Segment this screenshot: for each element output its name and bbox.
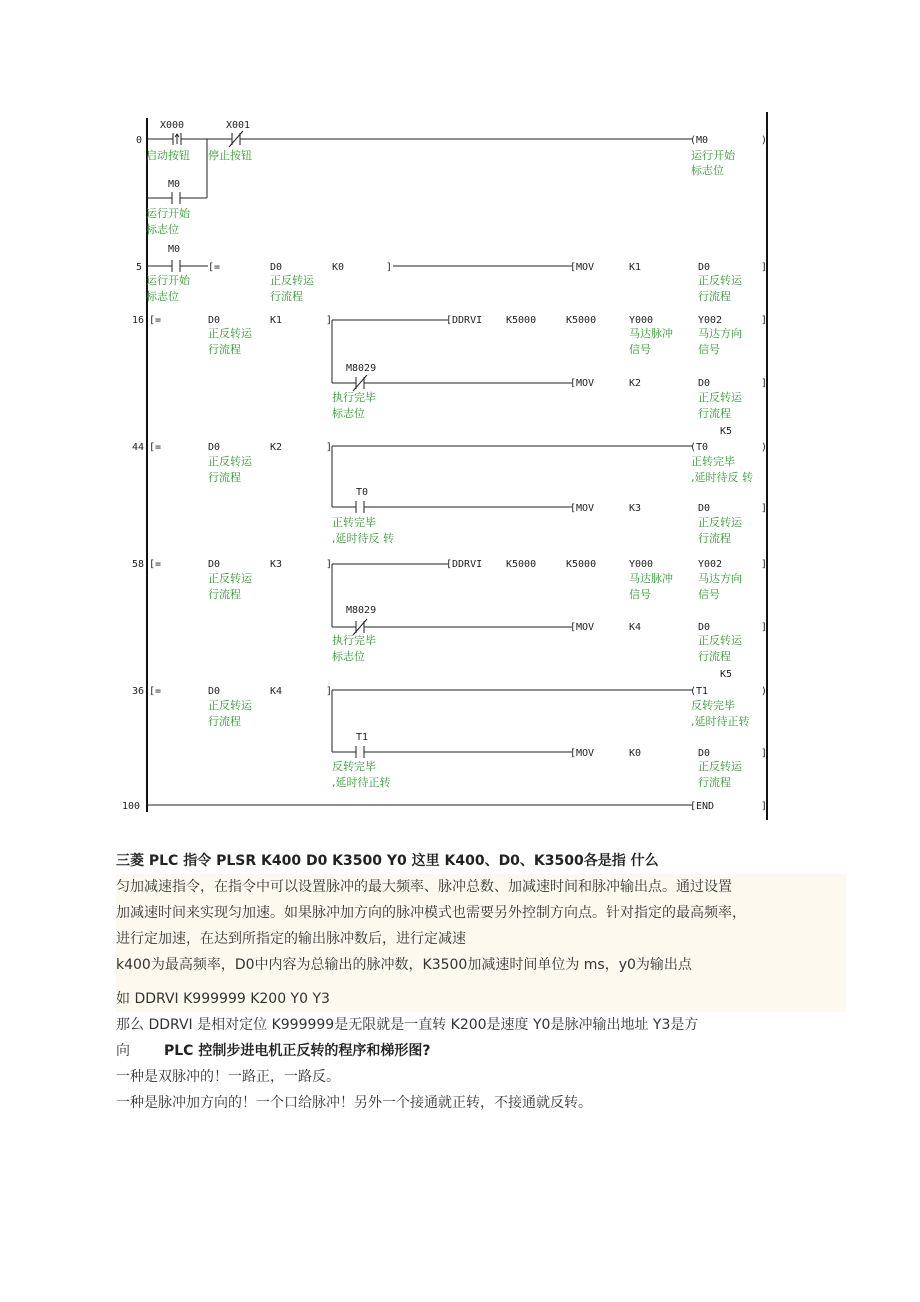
svg-text:标志位: 标志位 [332, 650, 365, 663]
svg-text:正反转运: 正反转运 [698, 516, 742, 529]
rung-58 [132, 559, 767, 663]
svg-text:正反转运: 正反转运 [208, 327, 252, 340]
svg-text:]: ] [326, 315, 333, 326]
svg-text:标志位: 标志位 [691, 164, 724, 177]
svg-text:行流程: 行流程 [208, 715, 241, 728]
svg-text:D0: D0 [698, 748, 711, 759]
svg-text:M8029: M8029 [346, 363, 377, 374]
svg-text:K4: K4 [270, 686, 283, 697]
svg-text:K0: K0 [629, 748, 642, 759]
svg-text:正反转运: 正反转运 [208, 455, 252, 468]
svg-text:K5000: K5000 [566, 559, 597, 570]
svg-text:正转完毕: 正转完毕 [691, 455, 735, 468]
svg-text:行流程: 行流程 [698, 650, 731, 663]
svg-text:[=: [= [149, 559, 162, 570]
svg-text:): ) [761, 686, 768, 697]
question-heading-2: PLC 控制步进电机正反转的程序和梯形图? [164, 1043, 431, 1059]
svg-text:运行开始: 运行开始 [691, 149, 735, 162]
svg-text:]: ] [386, 262, 393, 273]
svg-text:5: 5 [136, 262, 143, 273]
svg-text:Y002: Y002 [698, 315, 723, 326]
answer-line: 一种是脉冲加方向的！一个口给脉冲！另外一个接通就正转，不接通就反转。 [116, 1095, 592, 1111]
question-heading: 三菱 PLC 指令 PLSR K400 D0 K3500 Y0 这里 K400、D0、K3500各是指 什么 [116, 853, 659, 869]
svg-text:反转完毕: 反转完毕 [332, 760, 376, 773]
contact-m0-label: M0 [168, 179, 181, 190]
svg-text:D0: D0 [208, 686, 221, 697]
rung-86 [132, 669, 767, 789]
svg-text:执行完毕: 执行完毕 [332, 391, 376, 404]
svg-text:信号: 信号 [629, 343, 651, 356]
svg-text:44: 44 [132, 442, 145, 453]
svg-text:Y000: Y000 [629, 315, 654, 326]
answer-line: 一种是双脉冲的！一路正，一路反。 [116, 1069, 340, 1085]
answer-line: k400为最高频率，D0中内容为总输出的脉冲数，K3500加减速时间单位为 ms，y0为输出点 [116, 957, 692, 973]
svg-text:D0: D0 [270, 262, 283, 273]
svg-text:正反转运: 正反转运 [270, 274, 314, 287]
svg-text:行流程: 行流程 [698, 776, 731, 789]
svg-text:K1: K1 [629, 262, 642, 273]
example-line: 如 DDRVI K999999 K200 Y0 Y3 [116, 991, 330, 1007]
svg-text:K5000: K5000 [506, 315, 537, 326]
svg-text:正转完毕: 正转完毕 [332, 516, 376, 529]
contact-x001-label: X001 [226, 120, 251, 131]
svg-text:[DDRVI: [DDRVI [446, 559, 483, 570]
svg-text:[MOV: [MOV [570, 262, 595, 273]
svg-text:[=: [= [149, 315, 162, 326]
svg-text:T1: T1 [356, 732, 369, 743]
svg-text:K2: K2 [629, 378, 642, 389]
svg-text:行流程: 行流程 [208, 588, 241, 601]
answer-line: 匀加减速指令，在指令中可以设置脉冲的最大频率、脉冲总数、加减速时间和脉冲输出点。通过设置 [116, 879, 732, 895]
svg-text:[MOV: [MOV [570, 748, 595, 759]
svg-text:,延时待正转: ,延时待正转 [332, 776, 391, 789]
svg-text:(T0: (T0 [690, 442, 709, 453]
svg-text:M0: M0 [168, 244, 181, 255]
explanation-line: 向 PLC 控制步进电机正反转的程序和梯形图? [116, 1043, 431, 1059]
svg-text:]: ] [326, 559, 333, 570]
svg-text:[END: [END [690, 801, 715, 812]
contact-t1-no-icon [356, 746, 364, 758]
svg-text:]: ] [761, 378, 768, 389]
svg-text:D0: D0 [208, 442, 221, 453]
svg-text:[MOV: [MOV [570, 503, 595, 514]
svg-text:,延时待反 转: ,延时待反 转 [691, 471, 753, 484]
comment-stop-button: 停止按钮 [208, 149, 252, 162]
svg-text:): ) [761, 135, 768, 146]
svg-text:T0: T0 [356, 487, 369, 498]
svg-text:K1: K1 [270, 315, 283, 326]
explanation-line: 那么 DDRVI 是相对定位 K999999是无限就是一直转 K200是速度 Y0是脉冲输出地址 Y3是方 [116, 1017, 699, 1033]
svg-text:正反转运: 正反转运 [698, 634, 742, 647]
svg-text:行流程: 行流程 [698, 532, 731, 545]
svg-text:D0: D0 [698, 622, 711, 633]
svg-text:K3: K3 [629, 503, 642, 514]
svg-text:100: 100 [122, 801, 141, 812]
contact-x000-rising-icon [173, 133, 181, 145]
svg-text:运行开始: 运行开始 [146, 207, 190, 220]
contact-x000-label: X000 [160, 120, 185, 131]
svg-text:K3: K3 [270, 559, 283, 570]
svg-text:[=: [= [208, 262, 221, 273]
svg-text:]: ] [761, 801, 768, 812]
svg-text:D0: D0 [698, 262, 711, 273]
svg-text:K5: K5 [720, 669, 733, 680]
svg-text:36: 36 [132, 686, 145, 697]
svg-text:信号: 信号 [629, 588, 651, 601]
svg-text:Y002: Y002 [698, 559, 723, 570]
svg-text:马达方向: 马达方向 [698, 327, 742, 340]
answer-line: 加减速时间来实现匀加速。如果脉冲加方向的脉冲模式也需要另外控制方向点。针对指定的最高频率， [116, 905, 746, 921]
svg-text:]: ] [761, 503, 768, 514]
contact-m0-no-icon [172, 260, 180, 272]
svg-text:标志位: 标志位 [332, 407, 365, 420]
svg-text:]: ] [761, 262, 768, 273]
rung-16 [132, 315, 767, 420]
answer-block [116, 874, 846, 1012]
contact-m0-no-icon [172, 192, 180, 204]
svg-text:]: ] [326, 686, 333, 697]
rung-0 [136, 120, 767, 236]
svg-text:]: ] [761, 748, 768, 759]
svg-text:D0: D0 [698, 503, 711, 514]
svg-text:正反转运: 正反转运 [698, 760, 742, 773]
svg-text:M8029: M8029 [346, 605, 377, 616]
svg-text:,延时待正转: ,延时待正转 [691, 715, 750, 728]
svg-text:58: 58 [132, 559, 145, 570]
svg-text:[MOV: [MOV [570, 622, 595, 633]
svg-text:]: ] [761, 559, 768, 570]
answer-line: 进行定加速，在达到所指定的输出脉冲数后，进行定减速 [116, 931, 466, 947]
svg-text:马达脉冲: 马达脉冲 [629, 572, 673, 585]
svg-text:标志位: 标志位 [146, 223, 179, 236]
svg-text:[=: [= [149, 442, 162, 453]
svg-text:标志位: 标志位 [146, 290, 179, 303]
svg-text:]: ] [761, 622, 768, 633]
svg-text:(T1: (T1 [690, 686, 709, 697]
article-text [116, 848, 846, 1116]
svg-text:行流程: 行流程 [208, 343, 241, 356]
svg-text:): ) [761, 442, 768, 453]
svg-text:正反转运: 正反转运 [698, 274, 742, 287]
svg-text:[=: [= [149, 686, 162, 697]
svg-text:K5: K5 [720, 426, 733, 437]
svg-text:行流程: 行流程 [698, 407, 731, 420]
rung-5 [136, 244, 767, 303]
comment-start-button: 启动按钮 [146, 149, 190, 162]
svg-text:D0: D0 [208, 315, 221, 326]
coil-m0: (M0 [690, 135, 709, 146]
svg-text:K5000: K5000 [566, 315, 597, 326]
svg-text:行流程: 行流程 [698, 290, 731, 303]
svg-text:K5000: K5000 [506, 559, 537, 570]
step-number: 0 [136, 135, 143, 146]
svg-text:信号: 信号 [698, 343, 720, 356]
svg-text:行流程: 行流程 [270, 290, 303, 303]
contact-t0-no-icon [356, 501, 364, 513]
rung-44 [132, 426, 767, 545]
svg-text:D0: D0 [698, 378, 711, 389]
svg-text:[DDRVI: [DDRVI [446, 315, 483, 326]
svg-text:马达脉冲: 马达脉冲 [629, 327, 673, 340]
svg-text:运行开始: 运行开始 [146, 274, 190, 287]
svg-text:执行完毕: 执行完毕 [332, 634, 376, 647]
svg-text:正反转运: 正反转运 [208, 572, 252, 585]
svg-text:16: 16 [132, 315, 145, 326]
rung-100-end [122, 801, 767, 812]
svg-text:,延时待反 转: ,延时待反 转 [332, 532, 394, 545]
svg-text:正反转运: 正反转运 [698, 391, 742, 404]
svg-text:]: ] [326, 442, 333, 453]
svg-text:马达方向: 马达方向 [698, 572, 742, 585]
svg-text:K4: K4 [629, 622, 642, 633]
svg-text:Y000: Y000 [629, 559, 654, 570]
svg-text:[MOV: [MOV [570, 378, 595, 389]
svg-text:K2: K2 [270, 442, 283, 453]
svg-text:K0: K0 [332, 262, 345, 273]
svg-text:正反转运: 正反转运 [208, 699, 252, 712]
svg-text:信号: 信号 [698, 588, 720, 601]
svg-text:行流程: 行流程 [208, 471, 241, 484]
svg-text:D0: D0 [208, 559, 221, 570]
svg-text:反转完毕: 反转完毕 [691, 699, 735, 712]
svg-text:]: ] [761, 315, 768, 326]
